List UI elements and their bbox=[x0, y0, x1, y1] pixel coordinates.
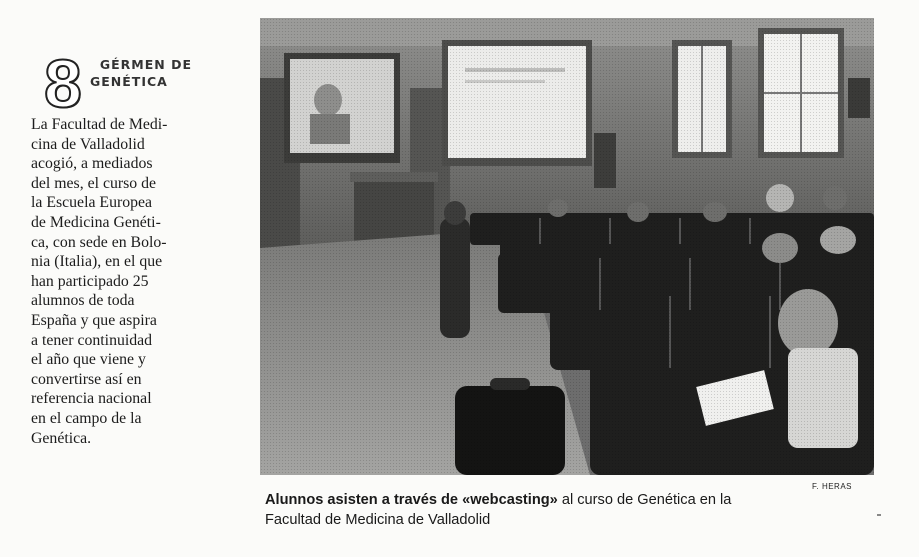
kicker-line: GÉRMEN DE bbox=[99, 57, 192, 72]
body-line: nia (Italia), en el que bbox=[31, 253, 163, 271]
lecture-hall-photo bbox=[260, 18, 874, 475]
body-line: de Medicina Genéti- bbox=[31, 213, 161, 231]
body-line: referencia nacional bbox=[31, 390, 152, 408]
body-line: ca, con sede en Bolo- bbox=[31, 233, 167, 251]
body-line: convertirse así en bbox=[31, 370, 142, 388]
kicker-line: GENÉTICA bbox=[90, 74, 168, 89]
caption-line: Facultad de Medicina de Valladolid bbox=[265, 512, 491, 528]
caption-line bbox=[265, 490, 825, 510]
article-body bbox=[31, 115, 201, 448]
body-line: a tener continuidad bbox=[31, 331, 153, 349]
body-line: La Facultad de Medi- bbox=[31, 116, 168, 133]
body-line: el año que viene y bbox=[31, 351, 146, 369]
body-line: alumnos de toda bbox=[31, 292, 135, 310]
article-number: 8 bbox=[44, 46, 80, 122]
body-line: en el campo de la bbox=[31, 409, 142, 427]
body-line: cina de Valladolid bbox=[31, 135, 145, 153]
caption-rest: al curso de Genética en la bbox=[557, 492, 732, 508]
body-line: han participado 25 bbox=[31, 272, 149, 290]
photo-credit: F. HERAS bbox=[812, 482, 853, 491]
caption-bold: Alunnos asisten a través de «webcasting» bbox=[265, 492, 558, 508]
scan-mark bbox=[877, 514, 881, 516]
news-photo bbox=[260, 18, 874, 475]
article-kicker bbox=[90, 56, 200, 90]
body-line: Genética. bbox=[31, 429, 92, 447]
body-line: la Escuela Europea bbox=[31, 194, 153, 212]
body-line: del mes, el curso de bbox=[31, 174, 157, 192]
body-line: España y que aspira bbox=[31, 311, 157, 329]
body-line: acogió, a mediados bbox=[31, 155, 153, 173]
photo-caption bbox=[265, 490, 825, 530]
